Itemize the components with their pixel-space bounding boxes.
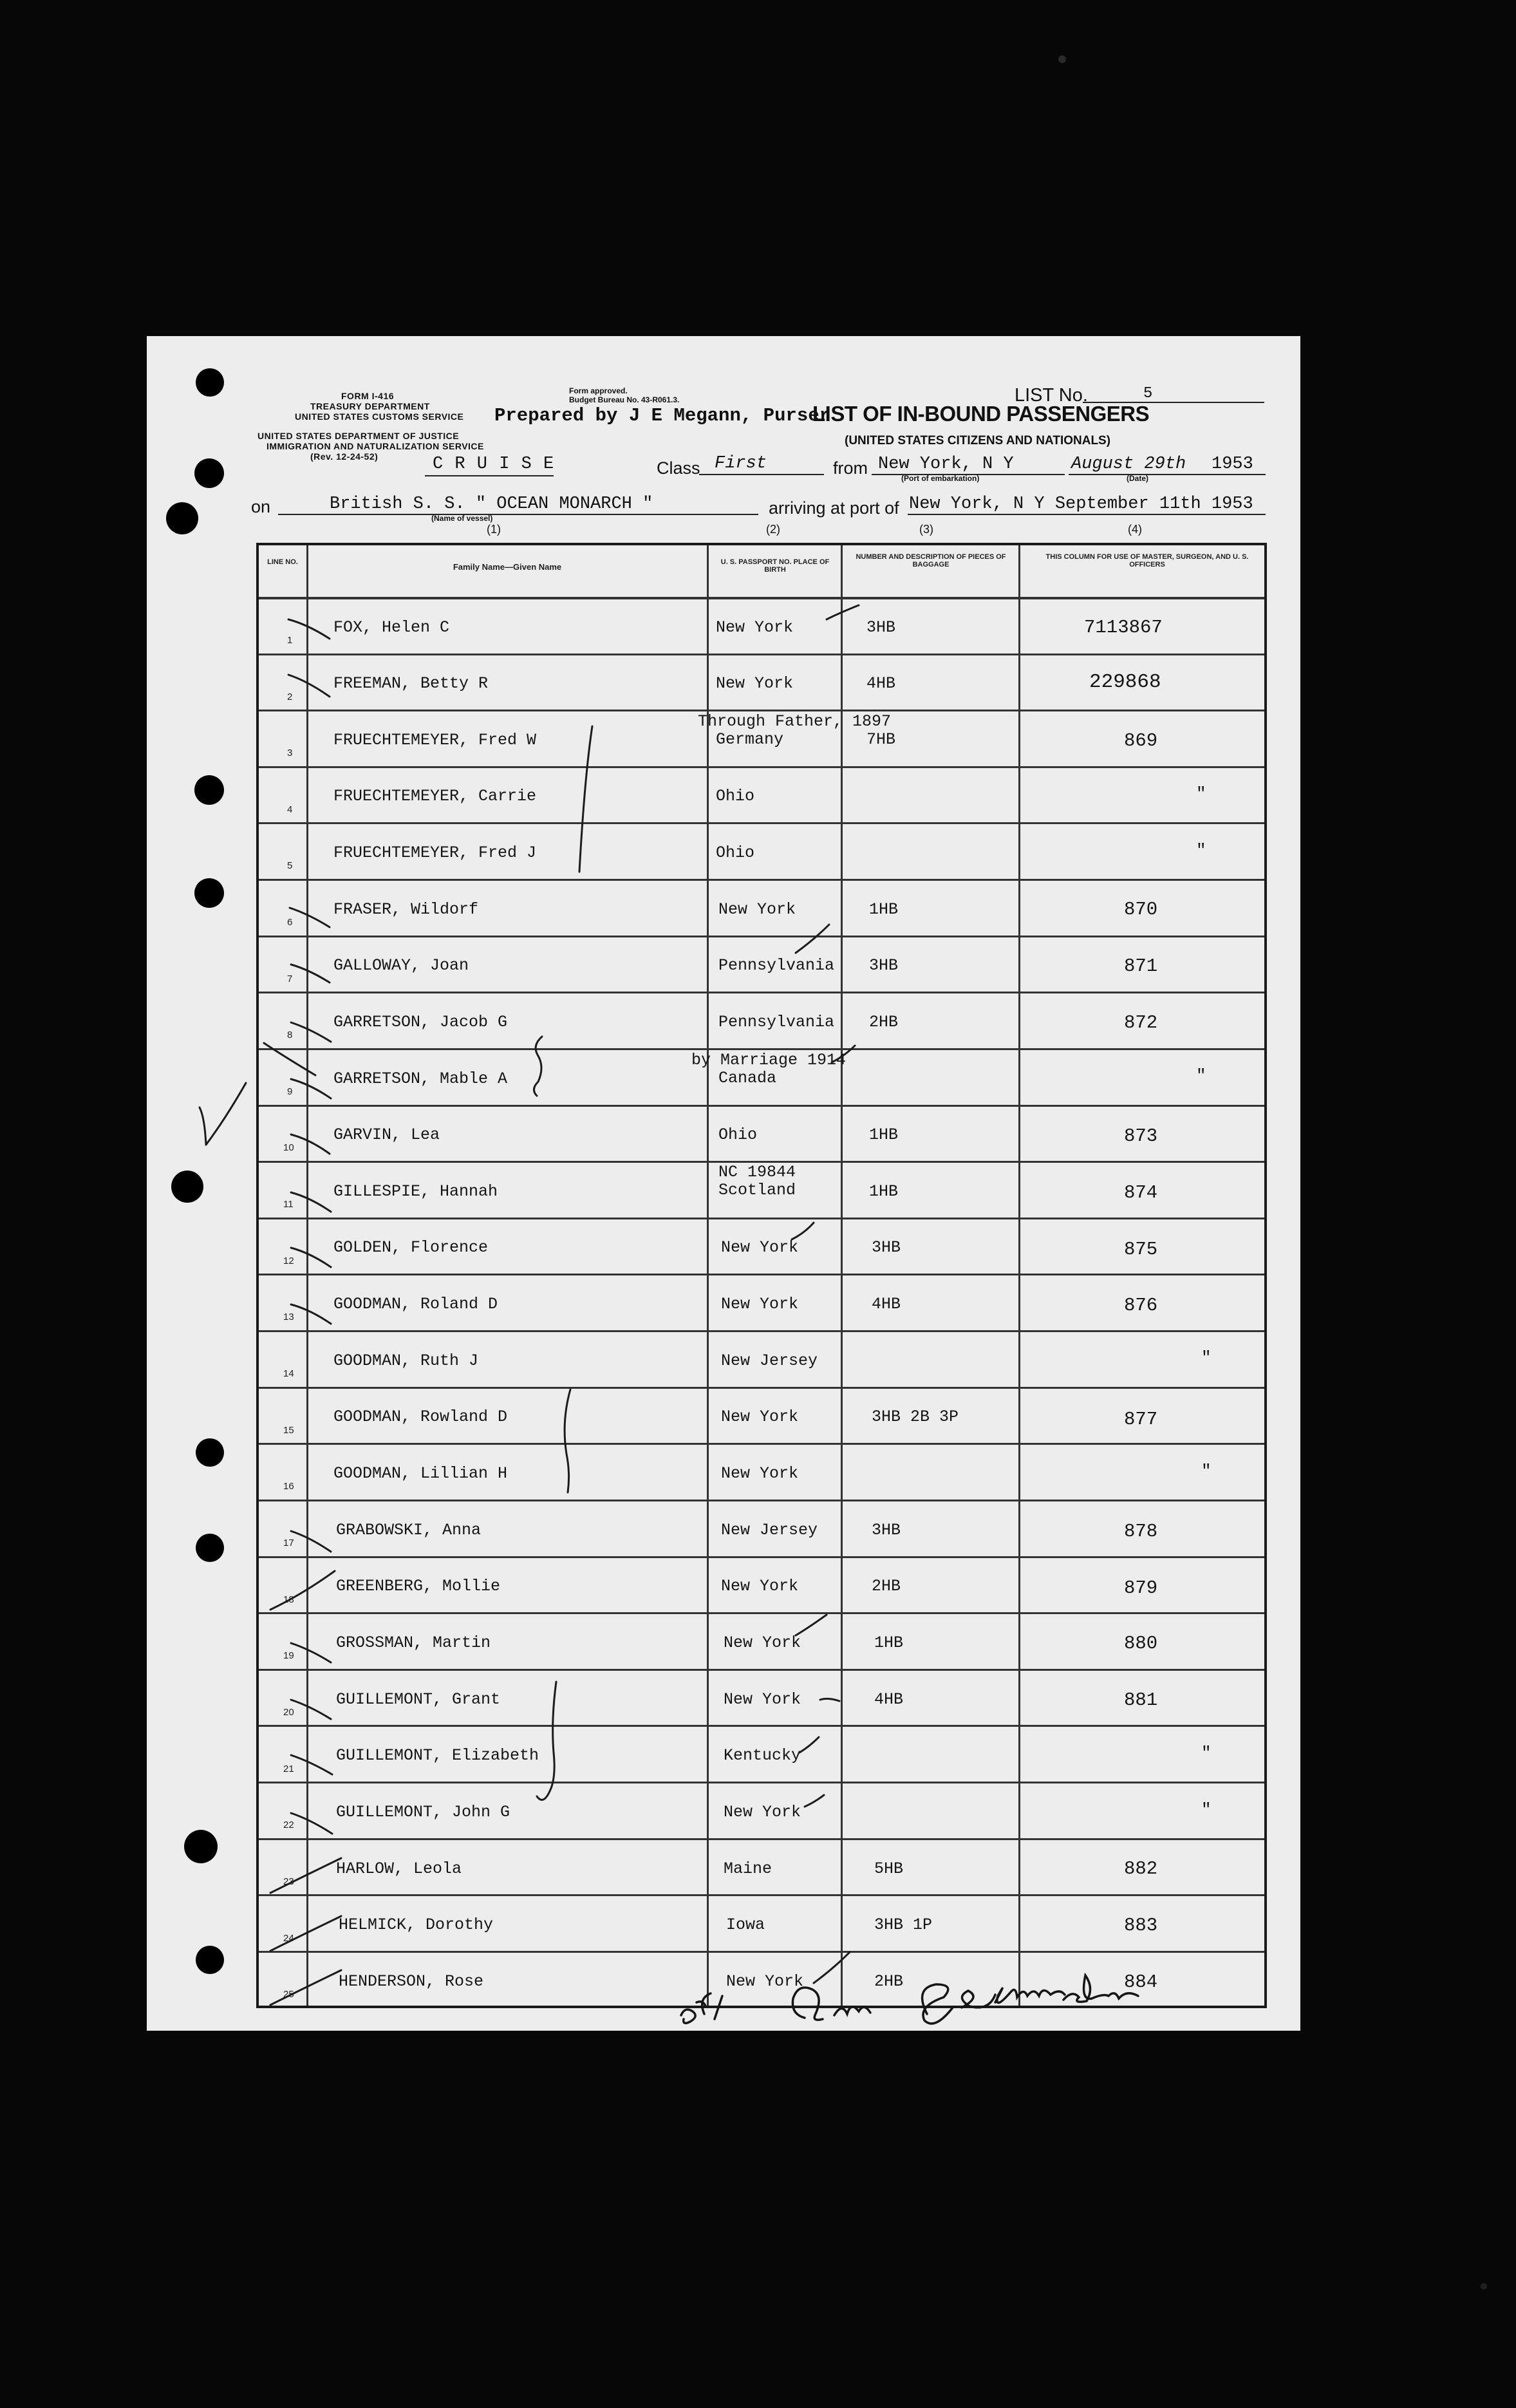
budget-bureau: Budget Bureau No. 43-R061.3. [569, 395, 680, 404]
port-caption: (Port of embarkation) [901, 474, 980, 483]
passenger-name: GOLDEN, Florence [333, 1238, 489, 1257]
baggage: 3HB [872, 1238, 901, 1257]
col-num-1: (1) [487, 523, 501, 536]
officer-note: " [1201, 1462, 1212, 1481]
officer-note: 880 [1124, 1633, 1158, 1654]
passenger-name: GOODMAN, Ruth J [333, 1351, 479, 1370]
passenger-name: GUILLEMONT, John G [336, 1803, 510, 1821]
passenger-name: GARVIN, Lea [333, 1125, 440, 1144]
passenger-name: GOODMAN, Roland D [333, 1295, 498, 1313]
scan-speck [1058, 55, 1066, 63]
line-number: 3 [287, 748, 293, 758]
justice-dept: UNITED STATES DEPARTMENT OF JUSTICE [257, 431, 460, 441]
list-subtitle: (UNITED STATES CITIZENS AND NATIONALS) [845, 434, 1111, 447]
line-number: 20 [283, 1707, 294, 1718]
baggage: 3HB [866, 618, 896, 637]
officer-note: 871 [1124, 955, 1158, 977]
officer-note: " [1201, 1744, 1212, 1763]
passenger-name: FRUECHTEMEYER, Fred J [333, 843, 537, 862]
baggage: 3HB 2B 3P [872, 1407, 959, 1426]
birth-note: Through Father, 1897 [698, 712, 892, 731]
class-value: First [715, 454, 767, 473]
baggage: 4HB [874, 1690, 904, 1709]
passenger-name: HENDERSON, Rose [339, 1972, 484, 1991]
line-number: 16 [283, 1481, 294, 1492]
officer-note: 878 [1124, 1521, 1158, 1542]
birthplace: New York [721, 1238, 799, 1257]
cruise-label: C R U I S E [433, 455, 555, 474]
baggage: 4HB [872, 1295, 901, 1313]
officer-note: 876 [1124, 1295, 1158, 1316]
list-no-label: LIST No. [1015, 385, 1088, 406]
line-number: 17 [283, 1538, 294, 1548]
officer-note: " [1201, 1800, 1212, 1820]
birth-note: by Marriage 1914 [691, 1051, 847, 1069]
officer-note: 877 [1124, 1409, 1158, 1430]
birthplace: Iowa [726, 1915, 765, 1934]
baggage: 3HB 1P [874, 1915, 933, 1934]
line-number: 11 [283, 1199, 294, 1210]
class-label: Class [657, 458, 700, 478]
baggage: 5HB [874, 1859, 904, 1878]
officer-note: 872 [1124, 1012, 1158, 1033]
header-officers: THIS COLUMN FOR USE OF MASTER, SURGEON, AND U. S. OFFICERS [1045, 553, 1249, 569]
vessel-caption: (Name of vessel) [431, 514, 493, 523]
col-num-3: (3) [919, 523, 933, 536]
header-name: Family Name—Given Name [453, 562, 562, 572]
line-number: 9 [287, 1086, 293, 1097]
birthplace: Scotland [718, 1181, 796, 1199]
passenger-name: GOODMAN, Lillian H [333, 1464, 508, 1483]
passenger-name: GROSSMAN, Martin [336, 1633, 491, 1652]
passenger-name: GOODMAN, Rowland D [333, 1407, 508, 1426]
birthplace: Ohio [718, 1125, 758, 1144]
scan-speck [1481, 2283, 1487, 2290]
birthplace: Ohio [716, 787, 755, 805]
birth-note: NC 19844 [718, 1163, 796, 1181]
sailing-date: August 29th [1071, 455, 1186, 474]
line-number: 22 [283, 1820, 294, 1830]
birthplace: New York [721, 1295, 799, 1313]
officer-note: 883 [1124, 1915, 1158, 1936]
form-number: FORM I-416 [341, 391, 395, 401]
birthplace: New York [716, 618, 794, 637]
birthplace: New York [721, 1577, 799, 1595]
officer-note: " [1201, 1348, 1212, 1368]
officer-note: 882 [1124, 1858, 1158, 1879]
header-passport: U. S. PASSPORT NO. PLACE OF BIRTH [720, 558, 830, 574]
birthplace: New York [716, 674, 794, 693]
baggage: 2HB [869, 1013, 899, 1031]
list-title: LIST OF IN-BOUND PASSENGERS [812, 402, 1150, 426]
vessel-name: British S. S. " OCEAN MONARCH " [330, 494, 653, 514]
baggage: 7HB [866, 730, 896, 749]
date-caption: (Date) [1127, 474, 1149, 483]
ins-service: IMMIGRATION AND NATURALIZATION SERVICE [267, 441, 484, 451]
passenger-name: GUILLEMONT, Grant [336, 1690, 501, 1709]
line-number: 13 [283, 1312, 294, 1322]
passenger-name: GALLOWAY, Joan [333, 956, 469, 975]
baggage: 1HB [869, 1125, 899, 1144]
birthplace: Maine [724, 1859, 772, 1878]
passenger-name: GARRETSON, Mable A [333, 1069, 508, 1088]
from-label: from [833, 458, 868, 478]
baggage: 4HB [866, 674, 896, 693]
col-num-2: (2) [766, 523, 780, 536]
line-number: 25 [283, 1989, 294, 2000]
passenger-name: GUILLEMONT, Elizabeth [336, 1746, 539, 1765]
passenger-name: HARLOW, Leola [336, 1859, 462, 1878]
birthplace: New York [724, 1633, 801, 1652]
birthplace: Pennsylvania [718, 956, 835, 975]
line-number: 2 [287, 691, 293, 702]
sailing-year: 1953 [1212, 455, 1253, 474]
passenger-name: FOX, Helen C [333, 618, 450, 637]
officer-note: 884 [1124, 1971, 1158, 1993]
passenger-name: GILLESPIE, Hannah [333, 1182, 498, 1201]
col-num-4: (4) [1128, 523, 1142, 536]
arrival-port-date: New York, N Y September 11th 1953 [909, 494, 1253, 514]
birthplace: Ohio [716, 843, 755, 862]
line-number: 12 [283, 1256, 294, 1266]
birthplace: Canada [718, 1069, 777, 1087]
on-label: on [251, 497, 271, 516]
line-number: 24 [283, 1933, 294, 1944]
line-number: 4 [287, 804, 293, 815]
officer-note: " [1196, 784, 1206, 804]
officer-note: 7113867 [1084, 617, 1163, 638]
header-baggage: NUMBER AND DESCRIPTION OF PIECES OF BAGGAGE [856, 553, 1006, 569]
birthplace: New York [721, 1464, 799, 1483]
birthplace: New York [724, 1803, 801, 1821]
officer-note: 874 [1124, 1182, 1158, 1203]
list-no-value: 5 [1143, 385, 1153, 402]
line-number: 18 [283, 1594, 294, 1605]
baggage: 1HB [874, 1633, 904, 1652]
birthplace: New York [724, 1690, 801, 1709]
baggage: 3HB [869, 956, 899, 975]
header-line-no: LINE NO. [267, 558, 298, 566]
prepared-by: Prepared by J E Megann, Purser [494, 405, 831, 426]
birthplace: Germany [716, 730, 784, 749]
officer-note: 869 [1124, 730, 1158, 751]
officer-note: 873 [1124, 1125, 1158, 1147]
officer-note: 870 [1124, 899, 1158, 920]
birthplace: Kentucky [724, 1746, 801, 1765]
passenger-name: GREENBERG, Mollie [336, 1577, 501, 1595]
baggage: 1HB [869, 1182, 899, 1201]
officer-note: 229868 [1089, 671, 1161, 693]
baggage: 3HB [872, 1521, 901, 1539]
line-number: 10 [283, 1142, 294, 1153]
birthplace: New York [718, 900, 796, 919]
line-number: 14 [283, 1368, 294, 1379]
line-number: 7 [287, 974, 293, 984]
line-number: 15 [283, 1425, 294, 1436]
birthplace: Pennsylvania [718, 1013, 835, 1031]
from-value: New York, N Y [878, 455, 1014, 474]
officer-note: 881 [1124, 1689, 1158, 1711]
line-number: 23 [283, 1876, 294, 1887]
birthplace: New Jersey [721, 1521, 818, 1539]
line-number: 1 [287, 635, 293, 646]
baggage: 1HB [869, 900, 899, 919]
passenger-name: FREEMAN, Betty R [333, 674, 489, 693]
officer-note: " [1196, 1066, 1206, 1086]
birthplace: New York [726, 1972, 804, 1991]
passenger-name: GARRETSON, Jacob G [333, 1013, 508, 1031]
customs-service: UNITED STATES CUSTOMS SERVICE [295, 411, 464, 422]
line-number: 21 [283, 1764, 294, 1774]
officer-note: 879 [1124, 1577, 1158, 1599]
treasury-dept: TREASURY DEPARTMENT [310, 401, 430, 411]
birthplace: New York [721, 1407, 799, 1426]
passenger-name: FRUECHTEMEYER, Carrie [333, 787, 537, 805]
officer-note: " [1196, 841, 1206, 860]
passenger-name: HELMICK, Dorothy [339, 1915, 494, 1934]
passenger-name: FRUECHTEMEYER, Fred W [333, 731, 537, 749]
birthplace: New Jersey [721, 1351, 818, 1370]
baggage: 2HB [874, 1972, 904, 1991]
passenger-name: FRASER, Wildorf [333, 900, 479, 919]
line-number: 19 [283, 1650, 294, 1661]
form-revision: (Rev. 12-24-52) [310, 451, 379, 462]
baggage: 2HB [872, 1577, 901, 1595]
line-number: 8 [287, 1030, 293, 1040]
line-number: 5 [287, 860, 293, 871]
line-number: 6 [287, 917, 293, 928]
form-approved: Form approved. [569, 386, 628, 395]
officer-note: 875 [1124, 1239, 1158, 1260]
arriving-label: arriving at port of [769, 498, 899, 518]
passenger-name: GRABOWSKI, Anna [336, 1521, 482, 1539]
